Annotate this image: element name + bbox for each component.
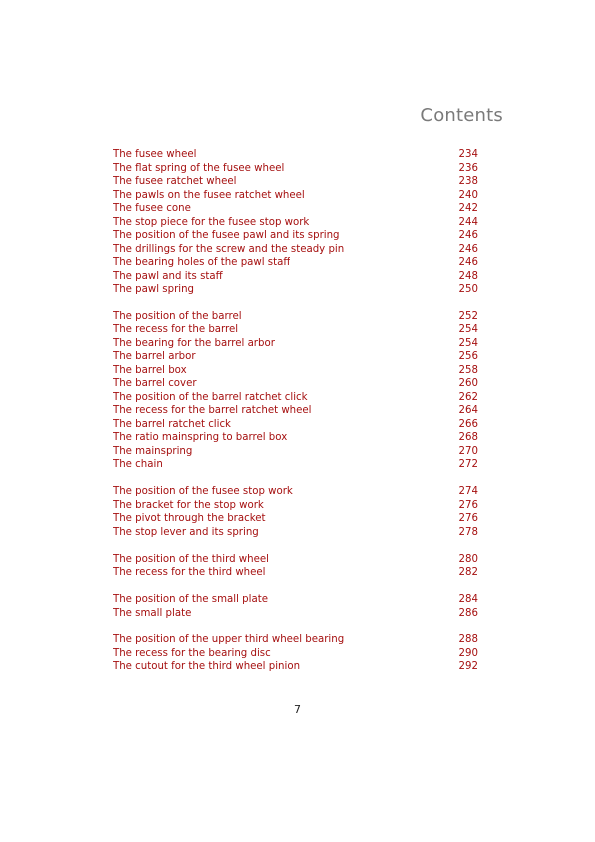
toc-entry[interactable]	[113, 445, 478, 459]
toc-group	[113, 633, 478, 674]
toc-entry-page-number[interactable]: 280	[458, 553, 478, 565]
toc-entry-page-number[interactable]: 278	[458, 526, 478, 538]
toc-entry[interactable]	[113, 418, 478, 432]
toc-entry[interactable]	[113, 256, 478, 270]
toc-entry-title[interactable]: The recess for the bearing disc	[113, 647, 271, 659]
toc-entry-page-number[interactable]: 248	[458, 270, 478, 282]
toc-entry-page-number[interactable]: 240	[458, 189, 478, 201]
toc-entry[interactable]	[113, 647, 478, 661]
toc-entry[interactable]	[113, 175, 478, 189]
toc-group	[113, 553, 478, 580]
toc-entry-page-number[interactable]: 260	[458, 378, 478, 390]
toc-entry-title[interactable]: The stop piece for the fusee stop work	[113, 216, 310, 228]
page-title: Contents	[420, 105, 503, 126]
toc-entry[interactable]	[113, 593, 478, 607]
toc-entry-page-number[interactable]: 266	[458, 418, 478, 430]
toc-entry[interactable]	[113, 566, 478, 580]
toc-entry-page-number[interactable]: 288	[458, 634, 478, 646]
toc-entry[interactable]	[113, 633, 478, 647]
toc-entry-page-number[interactable]: 290	[458, 647, 478, 659]
toc-group	[113, 148, 478, 297]
toc-entry-title[interactable]: The pivot through the bracket	[113, 513, 266, 525]
toc-group	[113, 310, 478, 472]
toc-entry-title[interactable]: The barrel ratchet click	[113, 418, 231, 430]
toc-entry-page-number[interactable]: 274	[458, 486, 478, 498]
toc-entry-page-number[interactable]: 276	[458, 499, 478, 511]
toc-entry[interactable]	[113, 660, 478, 674]
toc-entry-title[interactable]: The pawl and its staff	[113, 270, 223, 282]
toc-entry-title[interactable]: The stop lever and its spring	[113, 526, 259, 538]
toc-entry[interactable]	[113, 202, 478, 216]
toc-entry-title[interactable]: The bracket for the stop work	[113, 499, 264, 511]
toc-entry-title[interactable]: The position of the fusee pawl and its spring	[113, 230, 340, 241]
toc-entry-title[interactable]: The recess for the barrel	[113, 324, 239, 336]
toc-entry[interactable]	[113, 148, 478, 162]
toc-entry-page-number[interactable]: 254	[458, 324, 478, 336]
toc-entry-page-number[interactable]: 250	[458, 284, 478, 295]
toc-entry-title[interactable]: The position of the upper third wheel bearing	[113, 634, 345, 646]
toc-entry[interactable]	[113, 458, 478, 472]
toc-entry[interactable]	[113, 607, 478, 621]
toc-entry-title[interactable]: The cutout for the third wheel pinion	[113, 661, 301, 673]
toc-entry[interactable]	[113, 431, 478, 445]
toc-entry-title[interactable]: The position of the third wheel	[113, 553, 269, 565]
toc-entry-page-number[interactable]: 284	[458, 594, 478, 606]
toc-entry-page-number[interactable]: 246	[458, 230, 478, 241]
toc-entry[interactable]	[113, 391, 478, 405]
toc-entry-title[interactable]: The mainspring	[113, 445, 193, 457]
toc-entry-title[interactable]: The position of the barrel ratchet click	[113, 391, 308, 403]
toc-entry-title[interactable]: The fusee cone	[113, 203, 191, 214]
toc-entry-title[interactable]: The fusee wheel	[113, 149, 197, 160]
toc-entry-title[interactable]: The flat spring of the fusee wheel	[113, 162, 285, 174]
toc-entry[interactable]	[113, 310, 478, 324]
toc-entry[interactable]	[113, 364, 478, 378]
toc-entry-page-number[interactable]: 270	[458, 445, 478, 457]
toc-entry-page-number[interactable]: 254	[458, 337, 478, 349]
toc-entry-title[interactable]: The position of the barrel	[113, 310, 242, 322]
toc-entry-title[interactable]: The bearing for the barrel arbor	[113, 337, 275, 349]
toc-entry-page-number[interactable]: 262	[458, 391, 478, 403]
toc-entry-page-number[interactable]: 264	[458, 405, 478, 417]
toc-entry-page-number[interactable]: 292	[458, 661, 478, 673]
toc-entry[interactable]	[113, 499, 478, 513]
toc-entry[interactable]	[113, 189, 478, 203]
toc-entry-title[interactable]: The barrel box	[113, 364, 187, 376]
toc-entry-page-number[interactable]: 246	[458, 243, 478, 255]
toc-entry-title[interactable]: The recess for the third wheel	[113, 567, 266, 579]
toc-entry[interactable]	[113, 337, 478, 351]
page-number: 7	[294, 703, 301, 716]
toc-entry[interactable]	[113, 350, 478, 364]
toc-entry-title[interactable]: The position of the fusee stop work	[113, 486, 293, 498]
toc-entry[interactable]	[113, 270, 478, 284]
toc-entry-title[interactable]: The pawls on the fusee ratchet wheel	[113, 189, 305, 201]
toc-entry[interactable]	[113, 485, 478, 499]
toc-entry-title[interactable]: The pawl spring	[113, 284, 195, 295]
toc-entry-title[interactable]: The fusee ratchet wheel	[113, 176, 237, 187]
toc-entry-title[interactable]: The position of the small plate	[113, 594, 268, 606]
toc-entry-title[interactable]: The drillings for the screw and the steady pin	[113, 243, 345, 255]
toc-entry-page-number[interactable]: 256	[458, 351, 478, 363]
toc-entry[interactable]	[113, 512, 478, 526]
toc-entry[interactable]	[113, 243, 478, 257]
toc-entry-title[interactable]: The barrel cover	[113, 378, 197, 390]
toc-entry[interactable]	[113, 404, 478, 418]
toc-entry-title[interactable]: The ratio mainspring to barrel box	[113, 432, 288, 444]
toc-entry[interactable]	[113, 526, 478, 540]
toc-entry-page-number[interactable]: 286	[458, 607, 478, 619]
toc-entry-title[interactable]: The barrel arbor	[113, 351, 196, 363]
toc-entry-title[interactable]: The chain	[113, 459, 163, 471]
toc-entry-page-number[interactable]: 276	[458, 513, 478, 525]
toc-entry-page-number[interactable]: 236	[458, 162, 478, 174]
toc-entry-page-number[interactable]: 282	[458, 567, 478, 579]
toc-entry-title[interactable]: The recess for the barrel ratchet wheel	[113, 405, 312, 417]
toc-group	[113, 485, 478, 539]
toc-entry-page-number[interactable]: 234	[458, 149, 478, 160]
toc-entry[interactable]	[113, 229, 478, 243]
toc-entry-title[interactable]: The bearing holes of the pawl staff	[113, 257, 291, 268]
toc-entry[interactable]	[113, 216, 478, 230]
toc-entry-page-number[interactable]: 268	[458, 432, 478, 444]
toc-entry-page-number[interactable]: 272	[458, 459, 478, 471]
toc-entry-page-number[interactable]: 252	[458, 310, 478, 322]
toc-entry-title[interactable]: The small plate	[113, 607, 192, 619]
table-of-contents	[113, 148, 478, 687]
toc-entry[interactable]	[113, 553, 478, 567]
toc-entry[interactable]	[113, 162, 478, 176]
toc-entry[interactable]	[113, 323, 478, 337]
toc-entry-page-number[interactable]: 242	[458, 203, 478, 214]
toc-entry-page-number[interactable]: 238	[458, 176, 478, 187]
toc-group	[113, 593, 478, 620]
toc-entry[interactable]	[113, 377, 478, 391]
toc-entry-page-number[interactable]: 258	[458, 364, 478, 376]
toc-entry-page-number[interactable]: 246	[458, 257, 478, 268]
toc-entry-page-number[interactable]: 244	[458, 216, 478, 228]
toc-entry[interactable]	[113, 283, 478, 297]
